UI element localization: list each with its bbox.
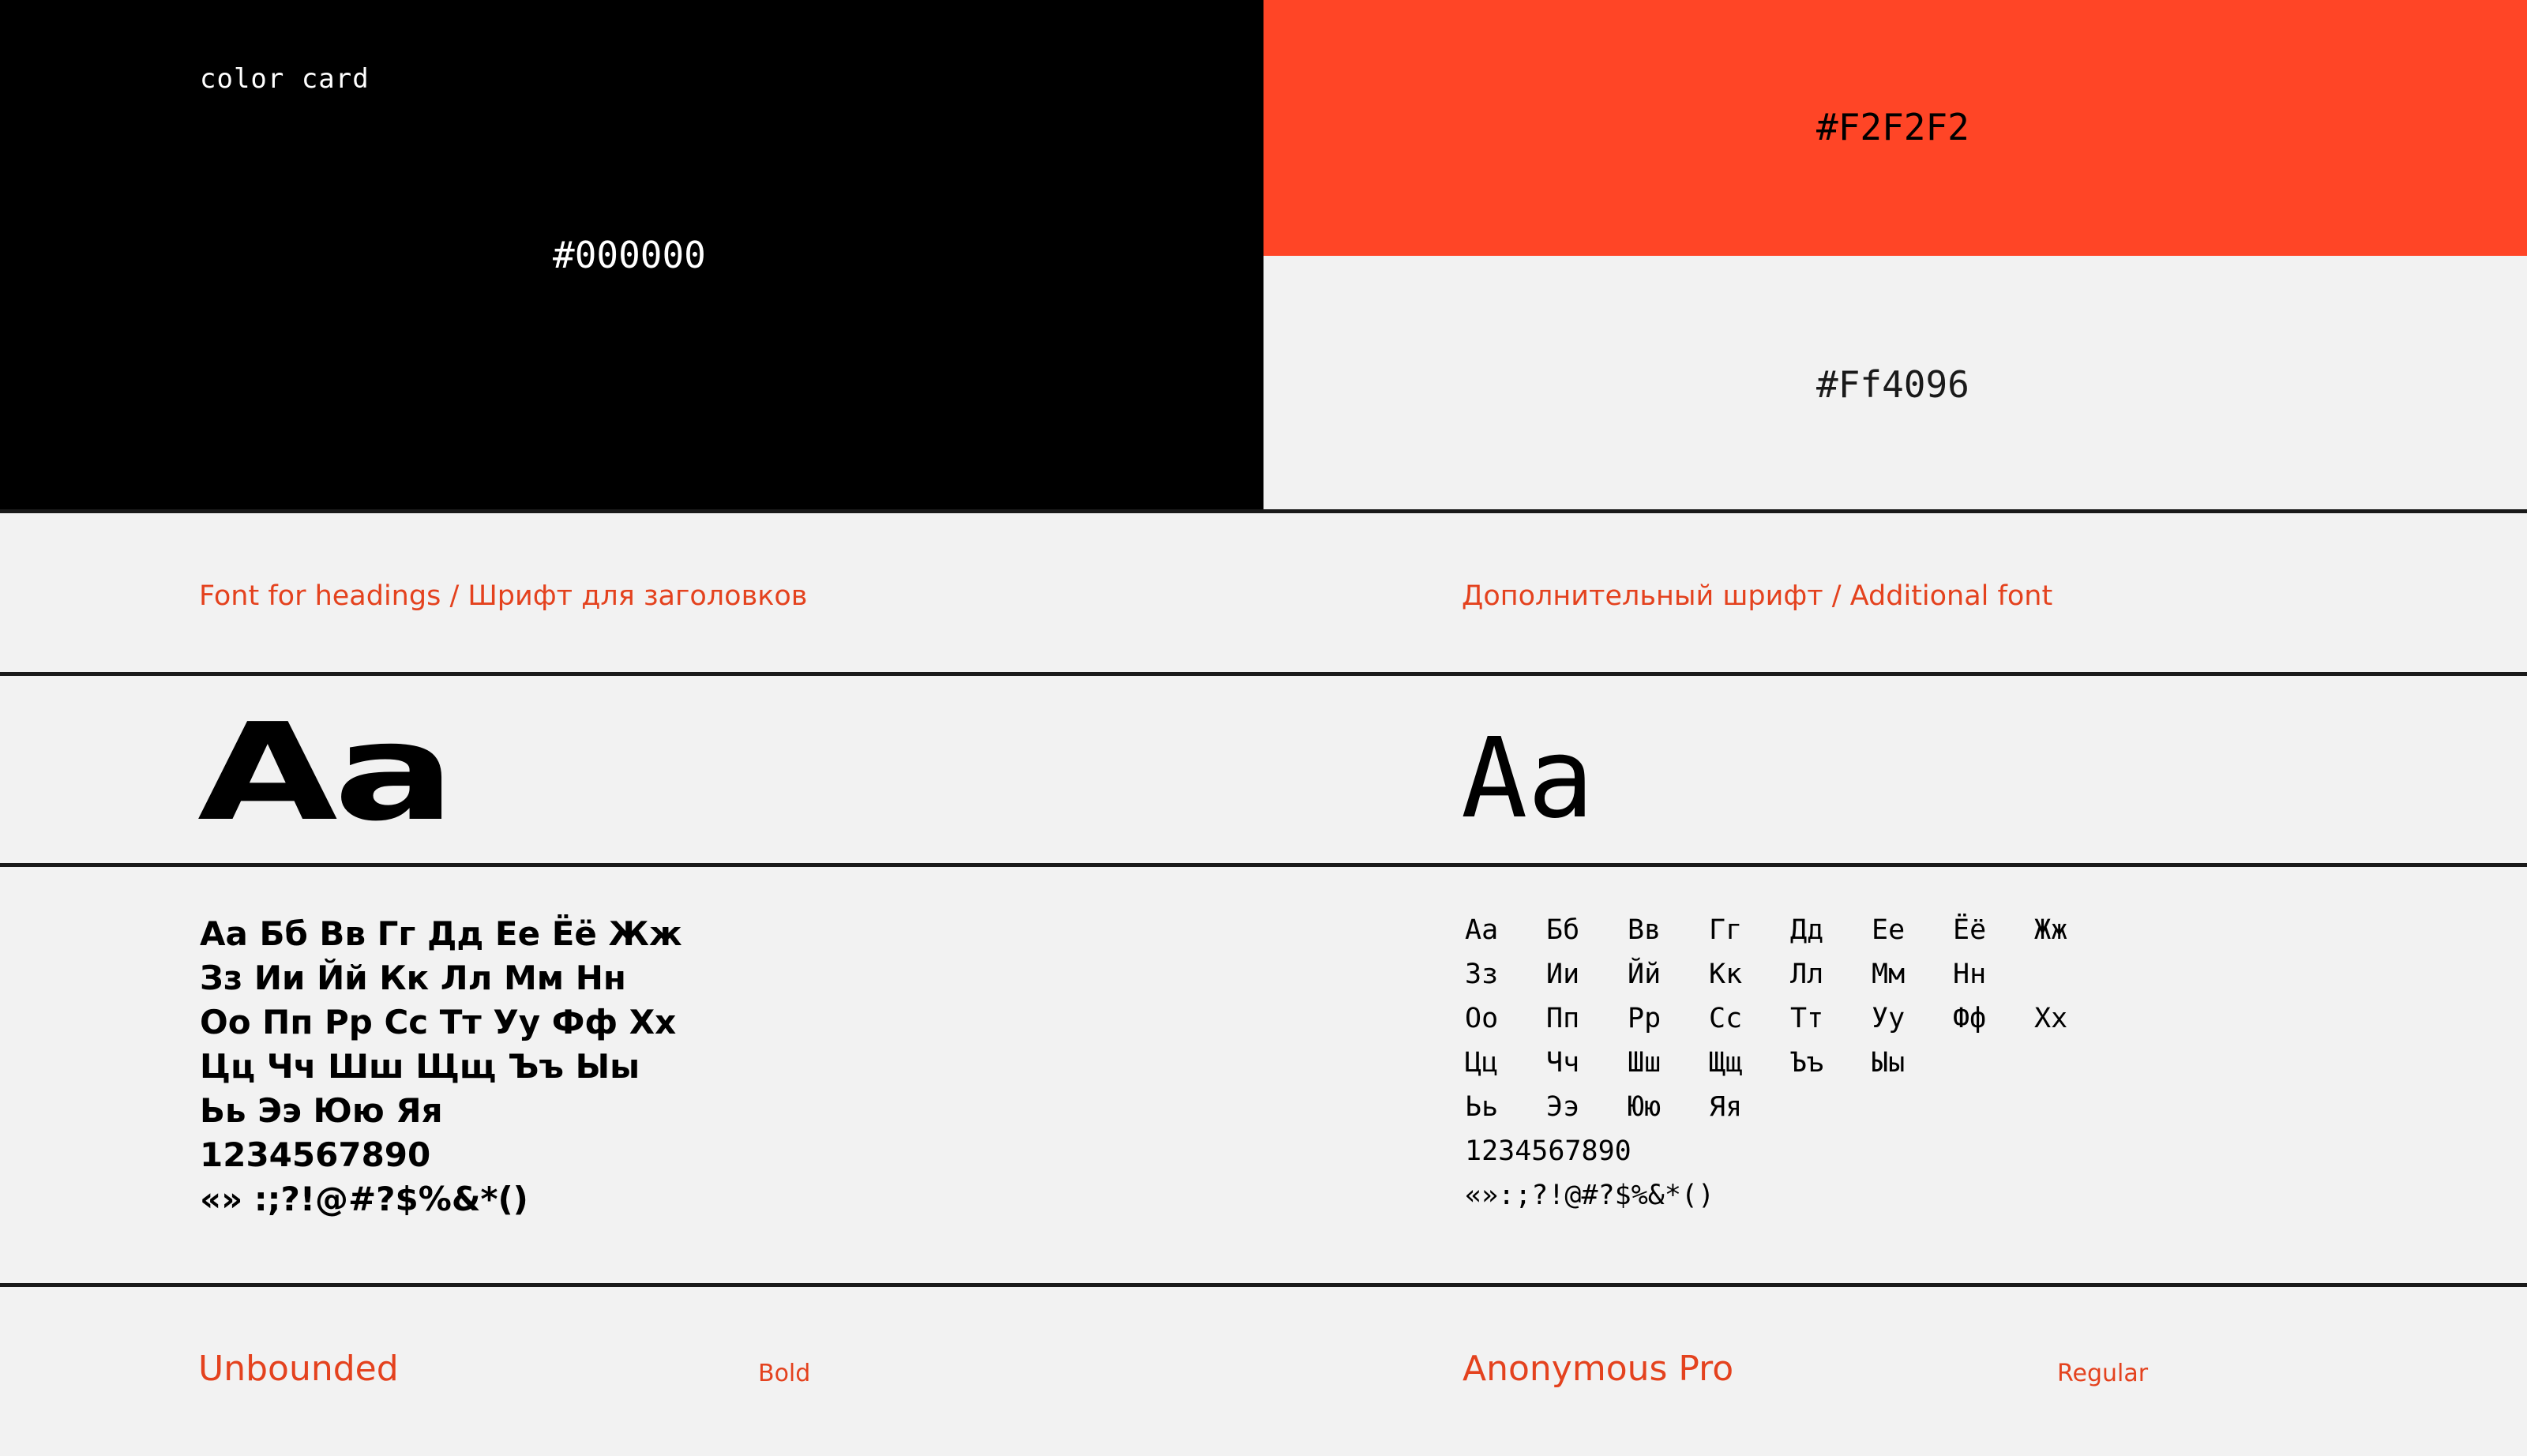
headings-glyph-row: 1234567890 [200, 1135, 431, 1174]
glyph-pair: Йй [1628, 959, 1662, 990]
additional-glyph-row [1465, 1085, 1790, 1129]
additional-font-weight: Regular [2057, 1360, 2149, 1387]
glyph-pair: Нн [1953, 959, 1987, 990]
glyph-pair: Шш [1628, 1047, 1662, 1079]
glyph-pair: Лл [1790, 959, 1824, 990]
glyph-pair: Аа [1465, 914, 1499, 946]
glyph-pair: Зз [1465, 959, 1499, 990]
headings-glyph-row: Цц Чч Шш Щщ Ъъ Ыы [200, 1047, 640, 1086]
glyph-pair: Фф [1953, 1003, 1987, 1034]
glyph-pair: Яя [1709, 1091, 1743, 1123]
glyph-pair: Вв [1628, 914, 1662, 946]
headings-glyph-row: «» :;?!@#?$%&*() [200, 1180, 528, 1218]
additional-glyph-row [1465, 908, 2116, 952]
glyph-pair: Кк [1709, 959, 1743, 990]
divider-samples [0, 863, 2527, 867]
glyph-pair: Хх [2034, 1003, 2068, 1034]
additional-font-name: Anonymous Pro [1463, 1349, 1734, 1389]
glyph-pair: Чч [1546, 1047, 1580, 1079]
glyph-pair: Юю [1628, 1091, 1662, 1123]
headings-font-sample: Aa [197, 695, 452, 851]
swatch-black-hex: #000000 [553, 234, 706, 276]
glyph-pair: Уу [1872, 1003, 1906, 1034]
glyph-pair: Сс [1709, 1003, 1743, 1034]
additional-glyph-row: «»:;?!@#?$%&*() [1465, 1180, 1715, 1211]
additional-glyph-row: 1234567890 [1465, 1135, 1631, 1167]
glyph-pair: Жж [2034, 914, 2068, 946]
glyph-pair: Ёё [1953, 914, 1987, 946]
glyph-pair: Тт [1790, 1003, 1824, 1034]
swatch-orange-hex: #F2F2F2 [1816, 106, 1969, 148]
glyph-pair: Дд [1790, 914, 1824, 946]
glyph-pair: Цц [1465, 1047, 1499, 1079]
headings-glyph-row: Аа Бб Вв Гг Дд Ее Ёё Жж [200, 914, 682, 953]
headings-glyph-row: Ьь Ээ Юю Яя [200, 1091, 443, 1130]
glyph-pair: Ее [1872, 914, 1906, 946]
glyph-pair: Пп [1546, 1003, 1580, 1034]
glyph-pair: Оо [1465, 1003, 1499, 1034]
additional-font-label: Дополнительный шрифт / Additional font [1462, 580, 2053, 612]
additional-glyph-row [1465, 1041, 1953, 1085]
glyph-pair: Мм [1872, 959, 1906, 990]
divider-top [0, 509, 2527, 513]
additional-font-sample: Aa [1461, 715, 1594, 843]
divider-labels [0, 672, 2527, 676]
additional-glyph-row [1465, 952, 2034, 996]
glyph-pair: Ии [1546, 959, 1580, 990]
glyph-pair: Гг [1709, 914, 1743, 946]
headings-glyph-row: Зз Ии Йй Кк Лл Мм Нн [200, 959, 626, 997]
glyph-pair: Бб [1546, 914, 1580, 946]
additional-glyph-row [1465, 996, 2116, 1041]
glyph-pair: Рр [1628, 1003, 1662, 1034]
color-card-title: color card [200, 63, 370, 95]
glyph-pair: Ъъ [1790, 1047, 1824, 1079]
headings-glyph-row: Оо Пп Рр Сс Тт Уу Фф Хх [200, 1003, 677, 1041]
glyph-pair: Ээ [1546, 1091, 1580, 1123]
swatch-light-hex: #Ff4096 [1816, 363, 1969, 406]
divider-glyphs [0, 1283, 2527, 1287]
headings-font-weight: Bold [758, 1360, 811, 1387]
glyph-pair: Щщ [1709, 1047, 1743, 1079]
headings-font-name: Unbounded [198, 1349, 399, 1389]
glyph-pair: Ыы [1872, 1047, 1906, 1079]
glyph-pair: Ьь [1465, 1091, 1499, 1123]
headings-font-label: Font for headings / Шрифт для заголовков [199, 580, 808, 612]
